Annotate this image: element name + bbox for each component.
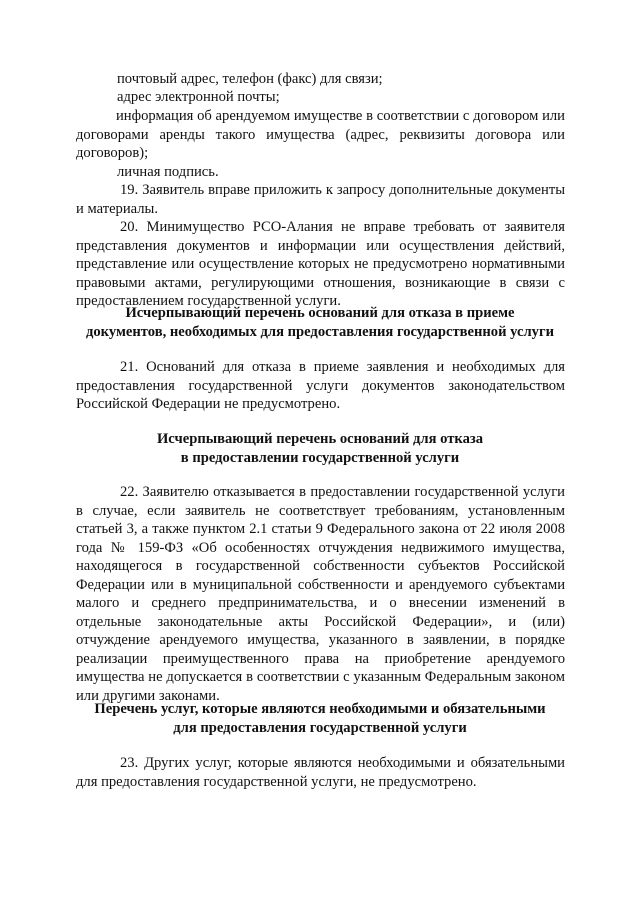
heading-line: в предоставлении государственной услуги [180, 450, 460, 466]
paragraph-23: 23. Других услуг, которые являются необходимыми и обязательными для предоставления государственной услуги, не предусмотрено. [76, 755, 565, 790]
contact-email-line: адрес электронной почты; [117, 89, 280, 105]
heading-line: для предоставления государственной услуги [173, 720, 467, 736]
heading-required-services [60, 700, 580, 738]
paragraph-22: 22. Заявителю отказывается в предоставлении государственной услуги в случае, если заявитель не соответствует требованиям, установленным статьей 3, а также пунктом 2.1 статьи 9 Федерального закона от 22 июля 2008 года № 159-ФЗ «Об особенностях отчуждения недвижимого имущества, находящегося в государственной собственности субъектов Российской Федерации или в муниципальной собственности и арендуемого субъектами малого и среднего предпринимательства, и о внесении изменений в отдельные законодательные акты Российской Федерации», и (или) отчуждение арендуемого имущества, указанного в заявлении, в порядке реализации преимущественного права на приобретение арендуемого имущества не допускается в соответствии с указанным Федеральным законом или другими законами. [76, 484, 565, 704]
heading-refusal-service [60, 430, 580, 468]
paragraph-19: 19. Заявитель вправе приложить к запросу дополнительные документы и материалы. [76, 182, 565, 217]
heading-line: документов, необходимых для предоставления государственной услуги [86, 324, 554, 340]
heading-line: Исчерпывающий перечень оснований для отказа в приеме [125, 305, 515, 321]
contact-postal-line: почтовый адрес, телефон (факс) для связи; [117, 71, 383, 87]
signature-line: личная подпись. [117, 164, 219, 180]
property-info-paragraph: информация об арендуемом имуществе в соответствии с договором или договорами аренды такого имущества (адрес, реквизиты договора или договоров); [76, 108, 565, 161]
heading-line: Исчерпывающий перечень оснований для отказа [156, 431, 484, 447]
heading-refusal-acceptance [60, 304, 580, 342]
paragraph-20: 20. Минимущество РСО-Алания не вправе требовать от заявителя представления документов и информации или осуществления действий, представление или осуществление которых не предусмотрено нормативными правовыми актами, регулирующими отношения, возникающие в связи с предоставлением государственной услуги. [76, 219, 565, 309]
paragraph-21: 21. Оснований для отказа в приеме заявления и необходимых для предоставления государственной услуги документов законодательством Российской Федерации не предусмотрено. [76, 359, 565, 412]
heading-line: Перечень услуг, которые являются необходимыми и обязательными [94, 701, 546, 717]
